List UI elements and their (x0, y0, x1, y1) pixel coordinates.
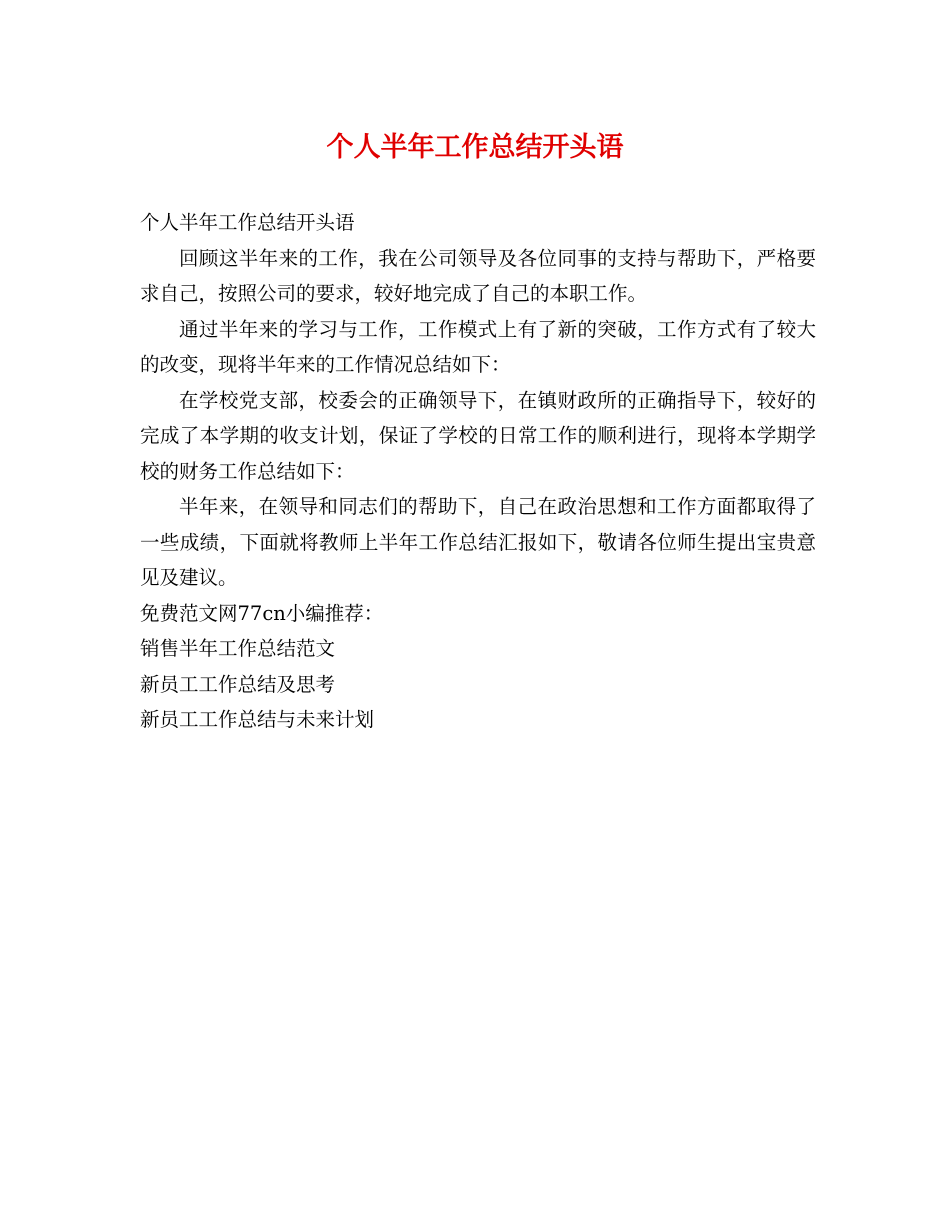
document-title: 个人半年工作总结开头语 (326, 132, 624, 163)
document-body (140, 205, 816, 738)
paragraph-2: 通过半年来的学习与工作，工作模式上有了新的突破，工作方式有了较大的改变，现将半年来的工作情况总结如下： (140, 317, 816, 376)
paragraph-4: 半年来，在领导和同志们的帮助下，自己在政治思想和工作方面都取得了一些成绩，下面就将教师上半年工作总结汇报如下，敬请各位师生提出宝贵意见及建议。 (140, 495, 816, 589)
related-link-3[interactable]: 新员工工作总结与未来计划 (140, 708, 375, 731)
related-link-2[interactable]: 新员工工作总结及思考 (140, 672, 336, 696)
related-link-1[interactable]: 销售半年工作总结范文 (140, 637, 336, 660)
paragraph-1: 回顾这半年来的工作，我在公司领导及各位同事的支持与帮助下，严格要求自己，按照公司的要求，较好地完成了自己的本职工作。 (140, 246, 816, 305)
document-subtitle: 个人半年工作总结开头语 (140, 211, 355, 234)
recommend-label: 免费范文网77cn小编推荐： (140, 601, 384, 625)
paragraph-3: 在学校党支部，校委会的正确领导下，在镇财政所的正确指导下，较好的完成了本学期的收支计划，保证了学校的日常工作的顺利进行，现将本学期学校的财务工作总结如下： (140, 388, 816, 483)
